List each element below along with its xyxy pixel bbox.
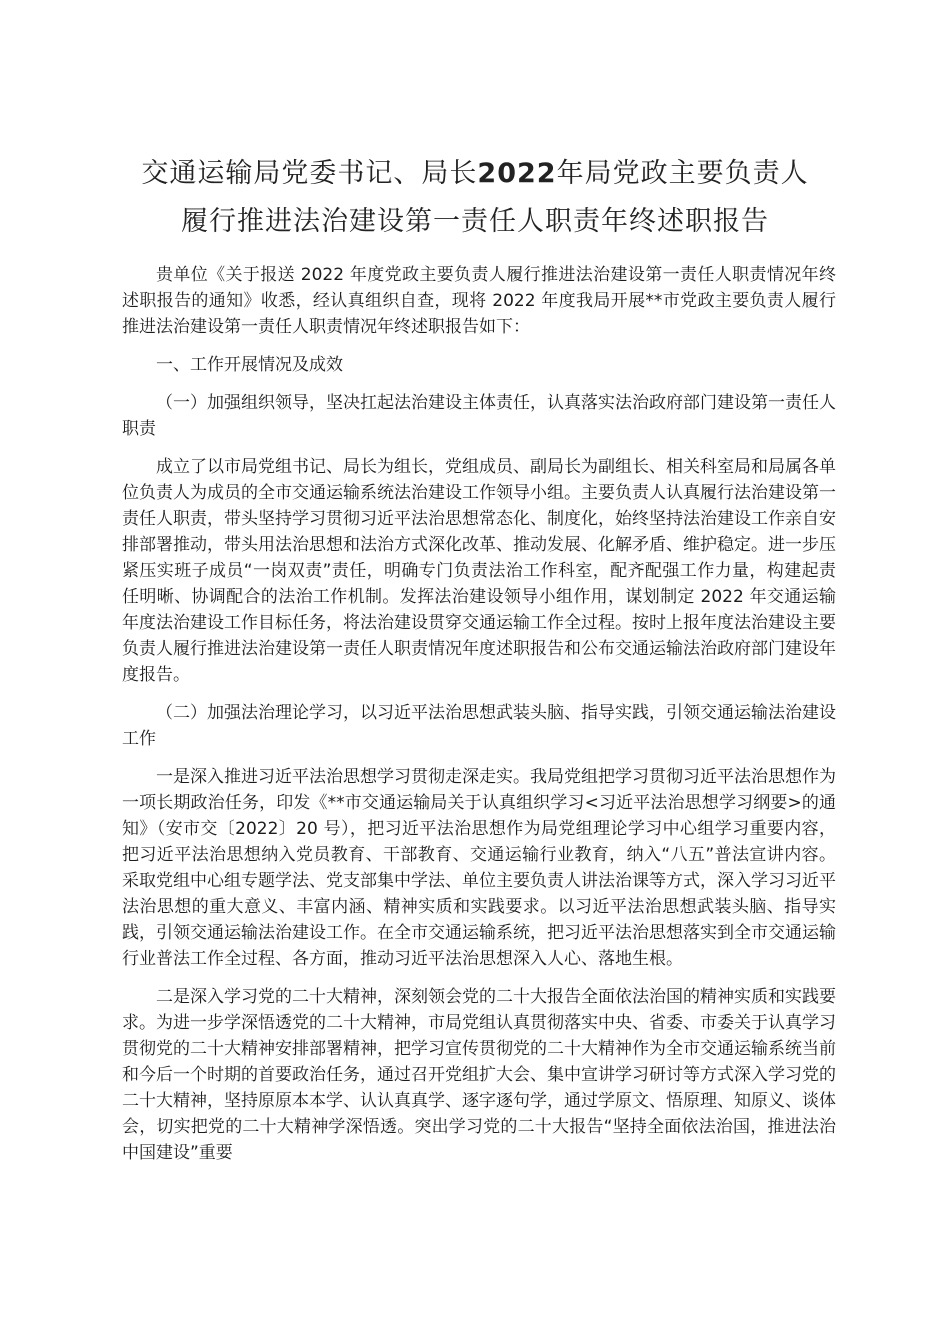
title-text-c: 年局党政主要负责人	[556, 158, 809, 189]
subsection-heading-1: （一）加强组织领导，坚决扛起法治建设主体责任，认真落实法治政府部门建设第一责任人职责	[122, 393, 836, 439]
body-paragraph: 成立了以市局党组书记、局长为组长，党组成员、副局长为副组长、相关科室局和局属各单位负责人为成员的全市交通运输系统法治建设工作领导小组。主要负责人认真履行法治建设第一责任人职责，带头坚持学习贯彻习近平法治思想常态化、制度化，始终坚持法治建设工作亲自安排部署推动，带头用法治思想和法治方式深化改革、推动发展、化解矛盾、维护稳定。进一步压紧压实班子成员“一岗双责”责任，明确专门负责法治工作科室，配齐配强工作力量，构建起责任明晰、协调配合的法治工作机制。发挥法治建设领导小组作用，谋划制定 2022 年交通运输年度法治建设工作目标任务，将法治建设贯穿交通运输工作全过程。按时上报年度法治建设主要负责人履行推进法治建设第一责任人职责情况年度述职报告和公布交通运输法治政府部门建设年度报告。	[122, 457, 836, 685]
document-title	[110, 150, 840, 246]
body-paragraph: 二是深入学习党的二十大精神，深刻领会党的二十大报告全面依法治国的精神实质和实践要求。为进一步学深悟透党的二十大精神，市局党组认真贯彻落实中央、省委、市委关于认真学习贯彻党的二十大精神安排部署精神，把学习宣传贯彻党的二十大精神作为全市交通运输系统当前和今后一个时期的首要政治任务，通过召开党组扩大会、集中宣讲学习研讨等方式深入学习党的二十大精神，坚持原原本本学、认认真真学、逐字逐句学，通过学原文、悟原理、知原义、谈体会，切实把党的二十大精神学深悟透。突出学习党的二十大报告“坚持全面依法治国，推进法治中国建设”重要	[122, 987, 836, 1163]
title-year: 2022	[477, 158, 557, 189]
title-line-1	[110, 150, 840, 198]
intro-paragraph: 贵单位《关于报送 2022 年度党政主要负责人履行推进法治建设第一责任人职责情况年终述职报告的通知》收悉，经认真组织自查，现将 2022 年度我局开展**市党政主要负责人履行推进法治建设第一责任人职责情况年终述职报告如下：	[122, 265, 836, 337]
title-line-2: 履行推进法治建设第一责任人职责年终述职报告	[181, 206, 769, 237]
section-heading-1: 一、工作开展情况及成效	[156, 355, 343, 375]
body-paragraph: 一是深入推进习近平法治思想学习贯彻走深走实。我局党组把学习贯彻习近平法治思想作为一项长期政治任务，印发《**市交通运输局关于认真组织学习<习近平法治思想学习纲要>的通知》（安市交〔2022〕20 号），把习近平法治思想作为局党组理论学习中心组学习重要内容，把习近平法治思想纳入党员教育、干部教育、交通运输行业教育，纳入“八五”普法宣讲内容。采取党组中心组专题学法、党支部集中学法、单位主要负责人讲法治课等方式，深入学习习近平法治思想的重大意义、丰富内涵、精神实质和实践要求。以习近平法治思想武装头脑、指导实践，引领交通运输法治建设工作。在全市交通运输系统，把习近平法治思想落实到全市交通运输行业普法工作全过程、各方面，推动习近平法治思想深入人心、落地生根。	[122, 767, 836, 969]
subsection-heading-2: （二）加强法治理论学习，以习近平法治思想武装头脑、指导实践，引领交通运输法治建设工作	[122, 703, 836, 749]
title-text-a: 交通运输局党委书记、局长	[141, 158, 478, 189]
document-body	[122, 262, 836, 1178]
